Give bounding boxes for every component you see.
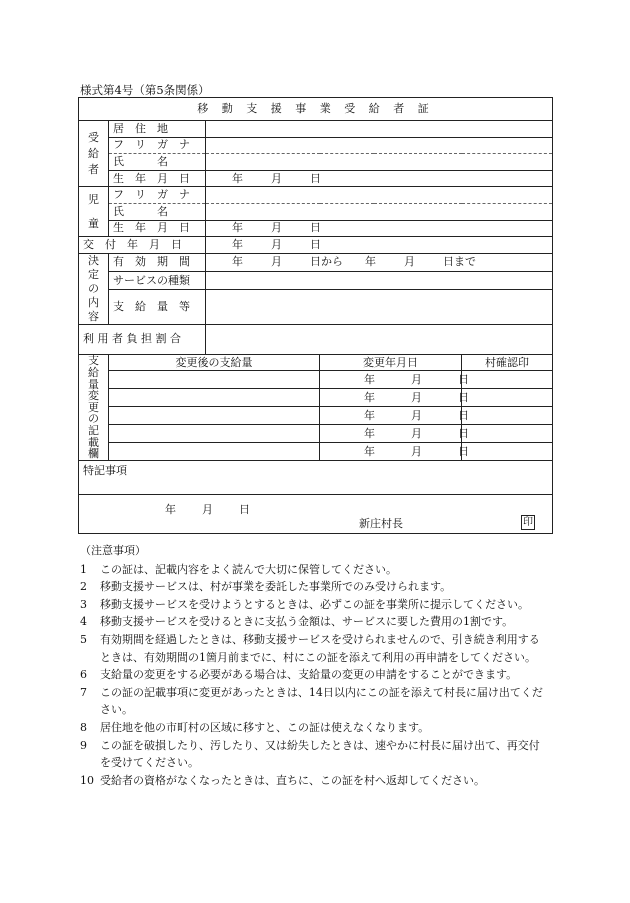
change-seal-cell[interactable] — [462, 407, 553, 425]
issuer-date: 年 月 日 — [165, 503, 250, 517]
change-amount-cell[interactable] — [109, 389, 320, 407]
note-item: 3 移動支援サービスを受けようとするときは、必ずこの証を事業所に提示してください。 — [80, 597, 529, 611]
change-amount-cell[interactable] — [109, 371, 320, 389]
issue-date-label: 交 付 年 月 日 — [79, 237, 206, 254]
change-date-cell[interactable]: 年 月 日 — [320, 425, 462, 443]
child-group-label: 児 童 — [79, 187, 109, 237]
notes-heading: （注意事項） — [80, 544, 146, 557]
recipient-name-field[interactable] — [206, 154, 553, 171]
change-seal-cell[interactable] — [462, 425, 553, 443]
child-birth-label: 生 年 月 日 — [109, 220, 206, 237]
change-seal-cell[interactable] — [462, 389, 553, 407]
change-date-cell[interactable]: 年 月 日 — [320, 443, 462, 461]
child-furigana-label: フ リ ガ ナ — [109, 187, 206, 204]
note-item: 4 移動支援サービスを受けるときに支払う金額は、サービスに要した費用の1割です。 — [80, 615, 514, 629]
change-date-cell[interactable]: 年 月 日 — [320, 389, 462, 407]
service-type-label: サービスの種類 — [109, 272, 206, 290]
decision-group-label: 決 定 の 内 容 — [79, 253, 109, 324]
col-village-seal: 村確認印 — [462, 354, 553, 371]
mayor-name: 新庄村長 — [359, 517, 403, 531]
recipient-address-field[interactable] — [206, 121, 553, 138]
note-item: 2 移動支援サービスは、村が事業を委託した事業所でのみ受けられます。 — [80, 580, 452, 594]
seal-mark: 印 — [523, 517, 533, 529]
burden-ratio-field[interactable] — [206, 324, 553, 354]
issuer-block — [79, 495, 553, 534]
note-item: 5 有効期間を経過したときは、移動支援サービスを受けられませんので、引き続き利用するときは、有効期間の1箇月前までに、村にこの証を添えて利用の再申請をしてください。 — [80, 632, 540, 664]
supply-amount-field[interactable] — [206, 290, 553, 324]
child-furigana-field[interactable] — [206, 187, 553, 204]
supply-amount-label: 支 給 量 等 — [109, 290, 206, 324]
certificate-title: 移 動 支 援 事 業 受 給 者 証 — [79, 98, 553, 121]
note-item: 10 受給者の資格がなくなったときは、直ちに、この証を村へ返却してください。 — [80, 773, 485, 787]
note-item: 9 この証を破損したり、汚したり、又は紛失したときは、速やかに村長に届け出て、再交付を受けてください。 — [80, 738, 540, 770]
recipient-birth-field[interactable]: 年 月 日 — [206, 170, 553, 187]
service-type-field[interactable] — [206, 272, 553, 290]
notes-section — [80, 542, 550, 789]
note-item: 6 支給量の変更をする必要がある場合は、支給量の変更の申請をすることができます。 — [80, 668, 518, 682]
recipient-furigana-field[interactable] — [206, 137, 553, 154]
recipient-birth-label: 生 年 月 日 — [109, 170, 206, 187]
note-item: 8 居住地を他の市町村の区域に移すと、この証は使えなくなります。 — [80, 720, 430, 734]
special-notes-field[interactable] — [79, 461, 553, 495]
child-name-field[interactable] — [206, 203, 553, 220]
recipient-address-label: 居 住 地 — [109, 121, 206, 138]
recipient-name-label: 氏 名 — [109, 154, 206, 171]
burden-ratio-label: 利 用 者 負 担 割 合 — [79, 324, 206, 354]
child-birth-field[interactable]: 年 月 日 — [206, 220, 553, 237]
certificate-table — [78, 97, 553, 534]
note-item: 1 この証は、記載内容をよく読んで大切に保管してください。 — [80, 562, 397, 576]
recipient-group-label: 受 給 者 — [79, 121, 109, 187]
change-date-cell[interactable]: 年 月 日 — [320, 371, 462, 389]
validity-period-field[interactable]: 年 月 日から 年 月 日まで — [206, 253, 553, 271]
form-reference: 様式第4号（第5条関係） — [80, 83, 210, 97]
change-group-label: 支 給 量 変 更 の 記 載 欄 — [79, 354, 109, 461]
change-amount-cell[interactable] — [109, 443, 320, 461]
change-seal-cell[interactable] — [462, 443, 553, 461]
change-seal-cell[interactable] — [462, 371, 553, 389]
recipient-furigana-label: フ リ ガ ナ — [109, 137, 206, 154]
child-name-label: 氏 名 — [109, 203, 206, 220]
col-changed-amount: 変更後の支給量 — [109, 354, 320, 371]
change-date-cell[interactable]: 年 月 日 — [320, 407, 462, 425]
note-item: 7 この証の記載事項に変更があったときは、14日以内にこの証を添えて村長に届け出てください。 — [80, 685, 543, 717]
issue-date-field[interactable]: 年 月 日 — [206, 237, 553, 254]
special-notes-label: 特記事項 — [83, 464, 127, 478]
change-amount-cell[interactable] — [109, 407, 320, 425]
validity-period-label: 有 効 期 間 — [109, 253, 206, 271]
change-amount-cell[interactable] — [109, 425, 320, 443]
col-change-date: 変更年月日 — [320, 354, 462, 371]
